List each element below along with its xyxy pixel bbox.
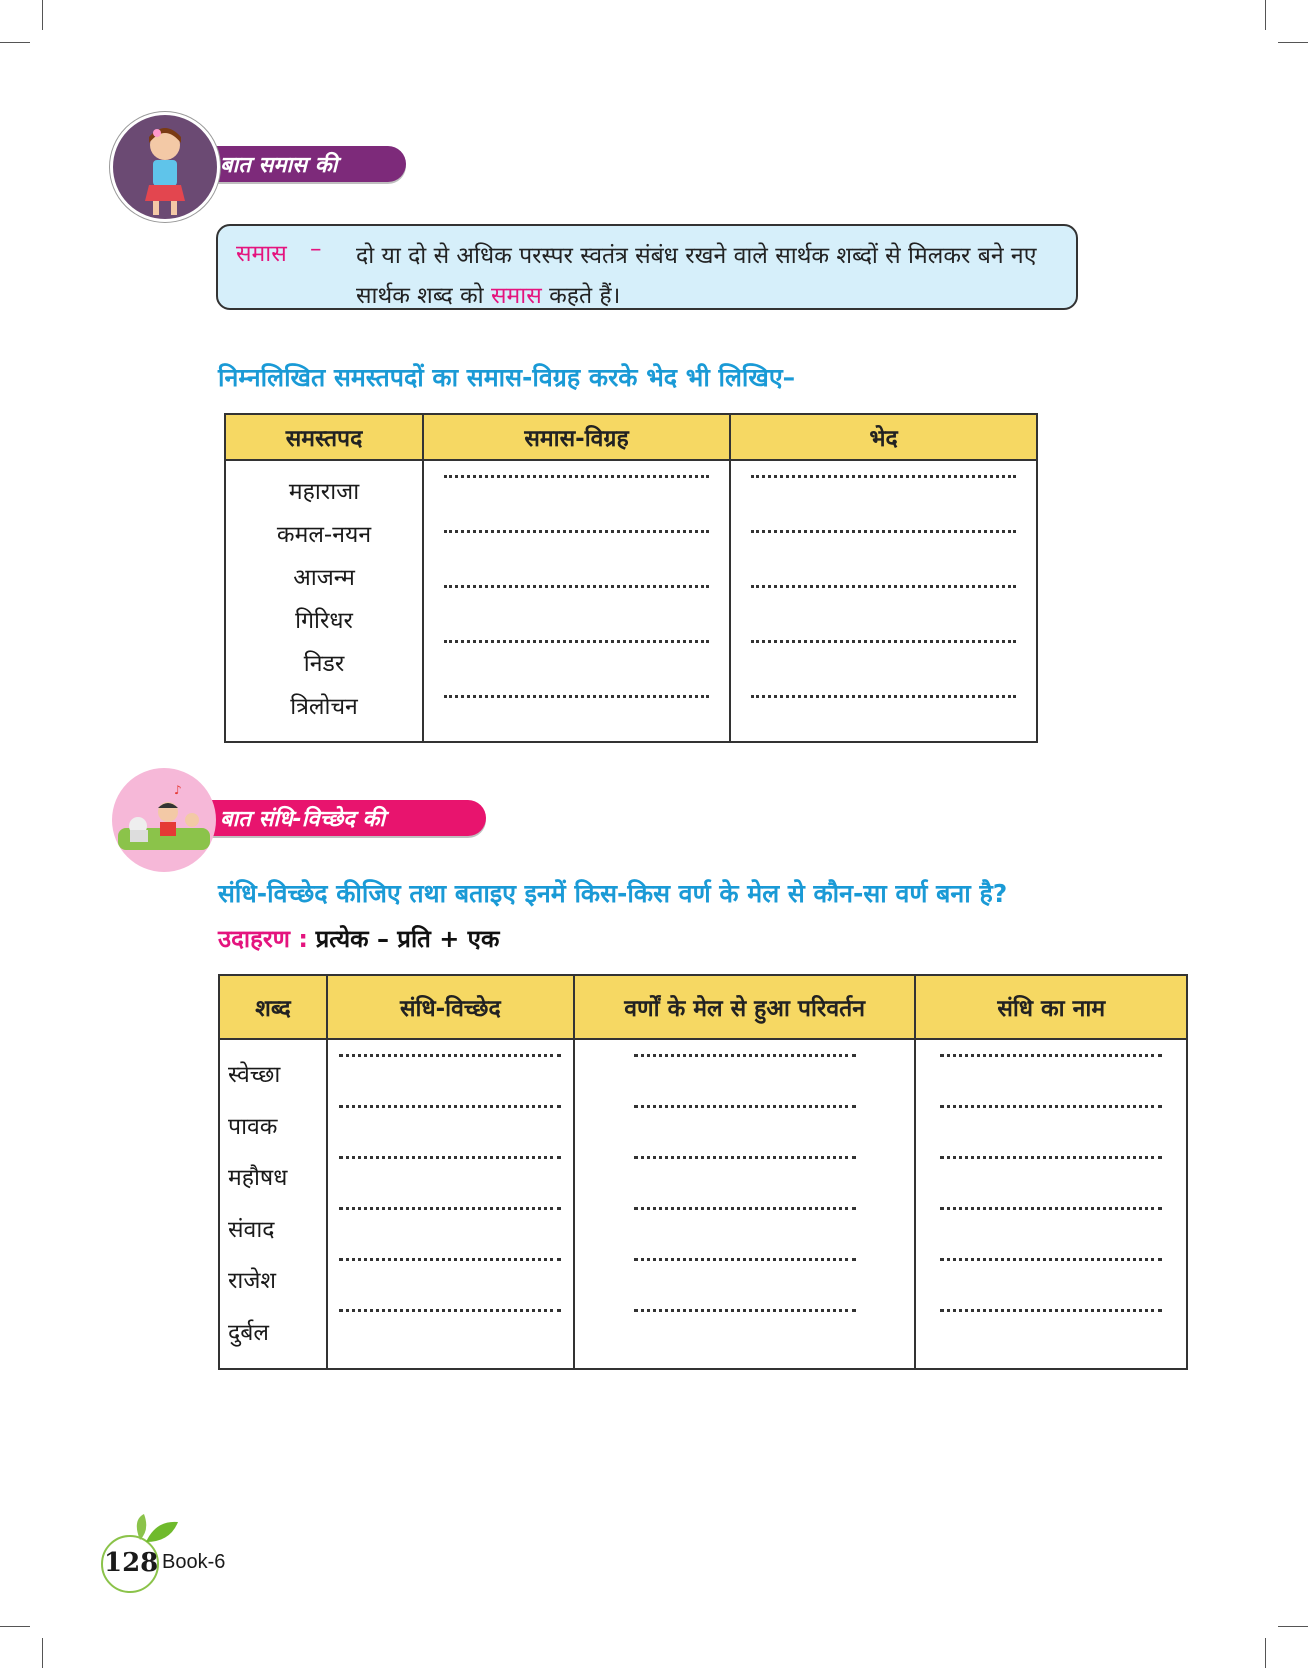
list-item: पावक (228, 1113, 278, 1140)
samas-table (224, 413, 1038, 743)
answer-column-bhed[interactable] (730, 460, 1037, 742)
answer-line[interactable] (940, 1207, 1162, 1210)
answer-line[interactable] (339, 1207, 561, 1210)
answer-line[interactable] (634, 1156, 856, 1159)
answer-line[interactable] (444, 530, 709, 533)
answer-line[interactable] (940, 1156, 1162, 1159)
crop-mark (1278, 42, 1308, 43)
svg-text:♪: ♪ (174, 783, 182, 797)
table-header: समास-विग्रह (423, 414, 730, 460)
answer-line[interactable] (751, 475, 1016, 478)
section-title: बात समास की (220, 153, 338, 178)
instruction-sandhi: संधि-विच्छेद कीजिए तथा बताइए इनमें किस-किस वर्ण के मेल से कौन-सा वर्ण बना है? (218, 879, 1008, 908)
example-line (218, 922, 499, 955)
list-item: महौषध (228, 1165, 288, 1191)
section-title: बात संधि-विच्छेद की (220, 807, 386, 832)
answer-column-sandhi-naam[interactable] (915, 1039, 1187, 1369)
definition-text (356, 236, 1062, 316)
kids-illustration-icon (112, 768, 216, 872)
answer-line[interactable] (339, 1156, 561, 1159)
answer-line[interactable] (940, 1105, 1162, 1108)
definition-text-part2: कहते हैं। (549, 283, 621, 309)
page-number: 128 (104, 1548, 159, 1578)
table-header: संधि का नाम (915, 975, 1187, 1039)
definition-box (216, 224, 1078, 310)
list-item: राजेश (228, 1268, 277, 1294)
answer-line[interactable] (444, 475, 709, 478)
answer-line[interactable] (940, 1309, 1162, 1312)
answer-line[interactable] (940, 1258, 1162, 1261)
sandhi-table (218, 974, 1188, 1370)
instruction-samas: निम्नलिखित समस्तपदों का समास-विग्रह करके भेद भी लिखिए– (218, 363, 796, 392)
answer-line[interactable] (444, 640, 709, 643)
list-item: स्वेच्छा (228, 1062, 281, 1088)
answer-line[interactable] (339, 1105, 561, 1108)
list-item: कमल-नयन (276, 522, 372, 548)
answer-line[interactable] (751, 695, 1016, 698)
answer-line[interactable] (751, 585, 1016, 588)
example-text: प्रत्येक – प्रति + एक (315, 925, 500, 953)
crop-mark (1265, 0, 1266, 30)
table-header: शब्द (219, 975, 327, 1039)
answer-column-vichhed[interactable] (327, 1039, 574, 1369)
book-label: Book-6 (162, 1551, 226, 1573)
word-list (225, 460, 423, 742)
list-item: निडर (303, 651, 345, 677)
section-banner-samas (196, 146, 406, 182)
answer-line[interactable] (339, 1054, 561, 1057)
list-item: गिरिधर (295, 608, 353, 634)
answer-line[interactable] (634, 1207, 856, 1210)
crop-mark (0, 1626, 30, 1627)
list-item: आजन्म (293, 565, 355, 591)
answer-column-vigrah[interactable] (423, 460, 730, 742)
list-item: महाराजा (288, 479, 360, 505)
answer-line[interactable] (634, 1105, 856, 1108)
answer-line[interactable] (751, 530, 1016, 533)
table-header: वर्णों के मेल से हुआ परिवर्तन (574, 975, 916, 1039)
answer-line[interactable] (634, 1309, 856, 1312)
girl-illustration-icon (110, 112, 220, 222)
example-label: उदाहरण : (218, 925, 308, 953)
crop-mark (42, 1638, 43, 1668)
list-item: संवाद (228, 1216, 275, 1243)
answer-column-parivartan[interactable] (574, 1039, 916, 1369)
crop-mark (1278, 1626, 1308, 1627)
answer-line[interactable] (444, 695, 709, 698)
answer-line[interactable] (634, 1258, 856, 1261)
crop-mark (0, 42, 30, 43)
list-item: दुर्बल (228, 1319, 269, 1346)
definition-highlight: समास (490, 283, 542, 309)
section-banner-sandhi (196, 800, 486, 836)
list-item: त्रिलोचन (290, 694, 358, 720)
table-header: भेद (730, 414, 1037, 460)
answer-line[interactable] (444, 585, 709, 588)
crop-mark (1265, 1638, 1266, 1668)
definition-text-part1: दो या दो से अधिक परस्पर स्वतंत्र संबंध रखने वाले सार्थक शब्दों से मिलकर बने नए सार्थक शब्द को (356, 243, 1037, 309)
word-list (219, 1039, 327, 1369)
table-header: संधि-विच्छेद (327, 975, 574, 1039)
crop-mark (42, 0, 43, 30)
definition-term: समास (236, 241, 287, 267)
answer-line[interactable] (940, 1054, 1162, 1057)
answer-line[interactable] (634, 1054, 856, 1057)
answer-line[interactable] (339, 1309, 561, 1312)
answer-line[interactable] (339, 1258, 561, 1261)
table-header: समस्तपद (225, 414, 423, 460)
answer-line[interactable] (751, 640, 1016, 643)
definition-dash: – (310, 236, 322, 262)
